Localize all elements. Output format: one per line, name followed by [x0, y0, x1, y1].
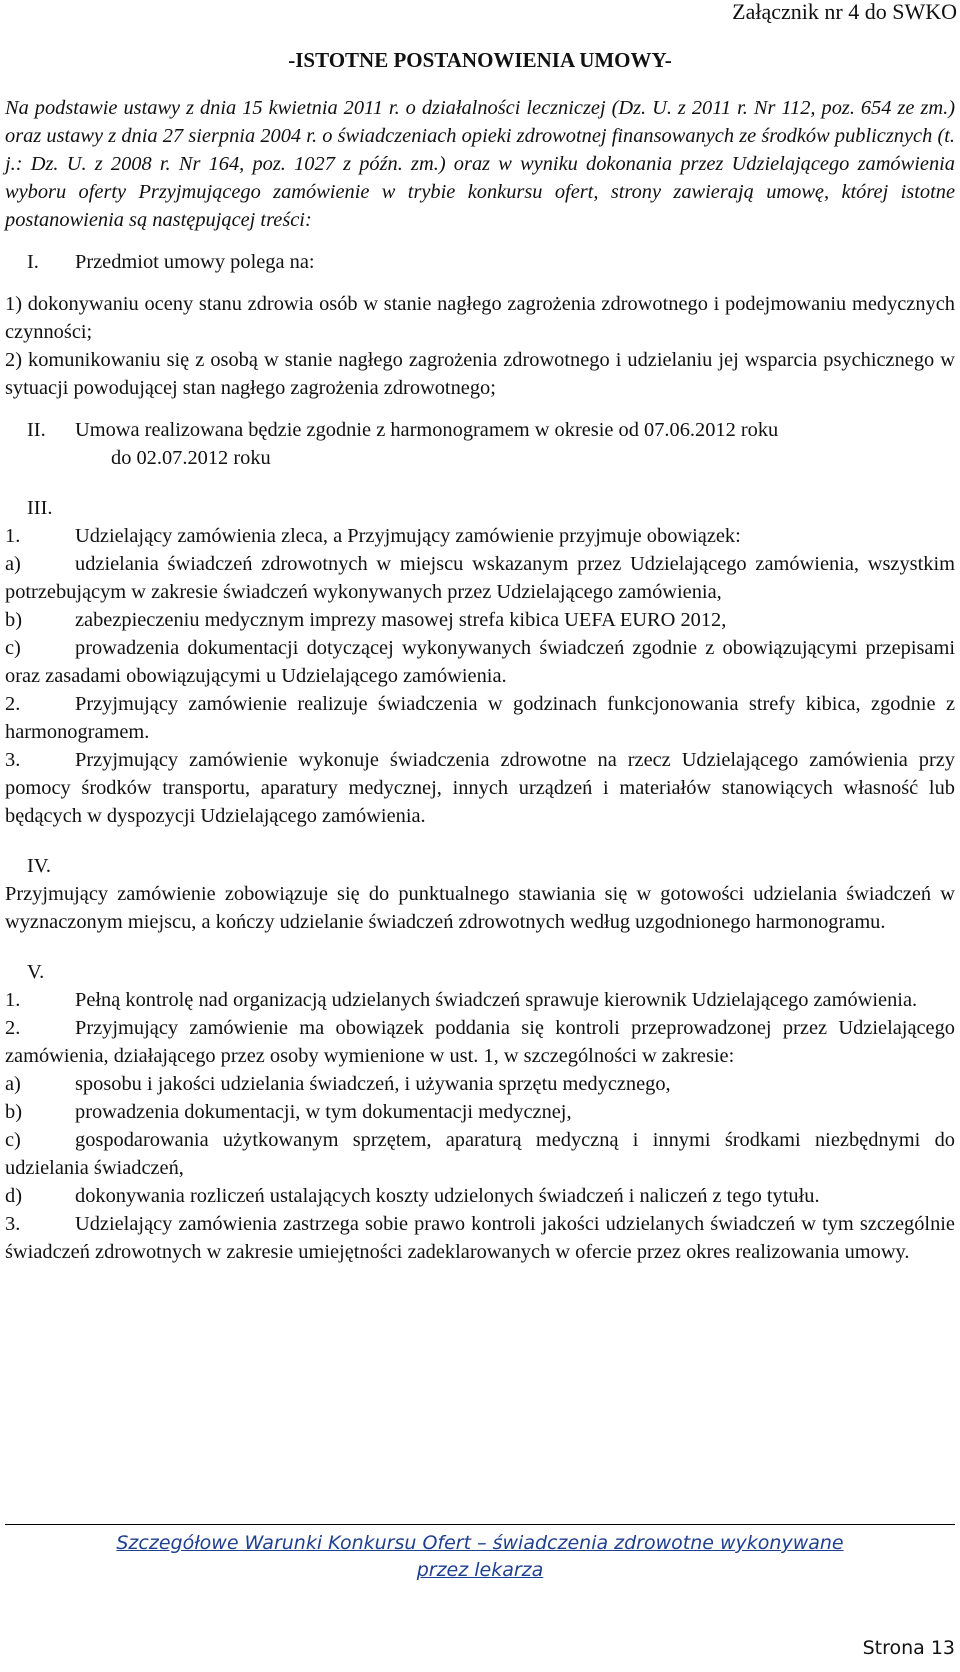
document-title: -ISTOTNE POSTANOWIENIA UMOWY-	[288, 48, 672, 72]
section-2-line-2: do 02.07.2012 roku	[111, 447, 271, 469]
section-5-item-d: d) dokonywania rozliczeń ustalających koszty udzielonych świadczeń i naliczeń z tego tytułu.	[5, 1182, 955, 1210]
footer-divider	[5, 1524, 955, 1525]
section-2-text-1: Umowa realizowana będzie zgodnie z harmonogramem w okresie od 07.06.2012 roku	[75, 419, 779, 441]
section-3-paragraph-3: 3. Przyjmujący zamówienie wykonuje świadczenia zdrowotne na rzecz Udzielającego zamówienia przy pomocy środków transportu, aparatury medycznej, innych urządzeń i materiałów stanowiących własność lub będących w dyspozycji Udzielającego zamówienia.	[5, 746, 955, 830]
section-5-p1-number: 1.	[5, 989, 21, 1011]
section-4-heading	[5, 852, 955, 880]
section-2-line-1	[5, 416, 955, 444]
section-5-p2-number: 2.	[5, 1017, 21, 1039]
list-marker: a)	[5, 553, 21, 575]
footer-title-link[interactable]	[0, 1530, 960, 1584]
list-marker: d)	[5, 1185, 22, 1207]
list-marker: b)	[5, 1101, 22, 1123]
list-marker: a)	[5, 1073, 21, 1095]
list-marker: c)	[5, 1129, 21, 1151]
section-4-numeral: IV.	[27, 855, 51, 877]
section-2-numeral: II.	[27, 419, 46, 441]
footer-title-line-1: Szczegółowe Warunki Konkursu Ofert – świadczenia zdrowotne wykonywane	[116, 1532, 844, 1554]
section-5-p3-number: 3.	[5, 1213, 21, 1235]
section-1-item-2: 2) komunikowaniu się z osobą w stanie nagłego zagrożenia zdrowotnego i udzielaniu jej wsparcia psychicznego w sytuacji powodującej stan nagłego zagrożenia zdrowotnego;	[5, 349, 955, 399]
section-3-numeral: III.	[27, 497, 53, 519]
section-3-p3-number: 3.	[5, 749, 21, 771]
list-marker: c)	[5, 637, 21, 659]
preamble-paragraph: Na podstawie ustawy z dnia 15 kwietnia 2011 r. o działalności leczniczej (Dz. U. z 2011 r. Nr 112, poz. 654 ze zm.) oraz ustawy z dnia 27 sierpnia 2004 r. o świadczeniach opieki zdrowotnej finansowanych ze środków publicznych (t. j.: Dz. U. z 2008 r. Nr 164, poz. 1027 z późn. zm.) oraz w wyniku dokonania przez Udzielającego zamówienia wyboru oferty Przyjmującego zamówienie w trybie konkursu ofert, strony zawierają umowę, której istotne postanowienia są następującej treści:	[5, 97, 955, 231]
section-1-numeral: I.	[27, 251, 39, 273]
section-3-p2-number: 2.	[5, 693, 21, 715]
list-marker: b)	[5, 609, 22, 631]
section-3-paragraph-1: 1. Udzielający zamówienia zleca, a Przyjmujący zamówienie przyjmuje obowiązek:	[5, 522, 955, 550]
section-5-paragraph-1: 1. Pełną kontrolę nad organizacją udzielanych świadczeń sprawuje kierownik Udzielającego zamówienia.	[5, 986, 955, 1014]
section-3-item-b: b) zabezpieczeniu medycznym imprezy masowej strefa kibica UEFA EURO 2012,	[5, 606, 955, 634]
section-5-item-a: a) sposobu i jakości udzielania świadczeń, i używania sprzętu medycznego,	[5, 1070, 955, 1098]
section-5-item-c: c) gospodarowania użytkowanym sprzętem, aparaturą medyczną i innymi środkami niezbędnymi do udzielania świadczeń,	[5, 1126, 955, 1182]
section-5-paragraph-2: 2. Przyjmujący zamówienie ma obowiązek poddania się kontroli przeprowadzonej przez Udzielającego zamówienia, działającego przez osoby wymienione w ust. 1, w szczególności w zakresie:	[5, 1014, 955, 1070]
section-5-numeral: V.	[27, 961, 45, 983]
section-3-heading	[5, 494, 955, 522]
section-5-heading	[5, 958, 955, 986]
section-5-paragraph-3: 3. Udzielający zamówienia zastrzega sobie prawo kontroli jakości udzielanych świadczeń w tym szczególnie świadczeń zdrowotnych w zakresie umiejętności zadeklarowanych w ofercie przez okres realizowania umowy.	[5, 1210, 955, 1266]
section-3-item-a: a) udzielania świadczeń zdrowotnych w miejscu wskazanym przez Udzielającego zamówienia, wszystkim potrzebującym w zakresie świadczeń wykonywanych przez Udzielającego zamówienia,	[5, 550, 955, 606]
footer-title-line-2: przez lekarza	[416, 1559, 544, 1581]
page-number: Strona 13	[862, 1637, 955, 1659]
attachment-label: Załącznik nr 4 do SWKO	[732, 0, 957, 24]
section-5-item-b: b) prowadzenia dokumentacji, w tym dokumentacji medycznej,	[5, 1098, 955, 1126]
section-4-paragraph: Przyjmujący zamówienie zobowiązuje się do punktualnego stawiania się w gotowości udzielania świadczeń w wyznaczonym miejscu, a kończy udzielanie świadczeń zdrowotnych według uzgodnionego harmonogramu.	[5, 883, 955, 933]
section-3-item-c: c) prowadzenia dokumentacji dotyczącej wykonywanych świadczeń zgodnie z obowiązującymi przepisami oraz zasadami obowiązującymi u Udzielającego zamówienia.	[5, 634, 955, 690]
section-3-p1-number: 1.	[5, 525, 21, 547]
section-3-paragraph-2: 2. Przyjmujący zamówienie realizuje świadczenia w godzinach funkcjonowania strefy kibica, zgodnie z harmonogramem.	[5, 690, 955, 746]
section-1-title: Przedmiot umowy polega na:	[75, 251, 315, 273]
section-1-heading	[5, 248, 955, 276]
section-1-item-1: 1) dokonywaniu oceny stanu zdrowia osób w stanie nagłego zagrożenia zdrowotnego i podejmowaniu medycznych czynności;	[5, 293, 955, 343]
document-body	[5, 94, 955, 1266]
